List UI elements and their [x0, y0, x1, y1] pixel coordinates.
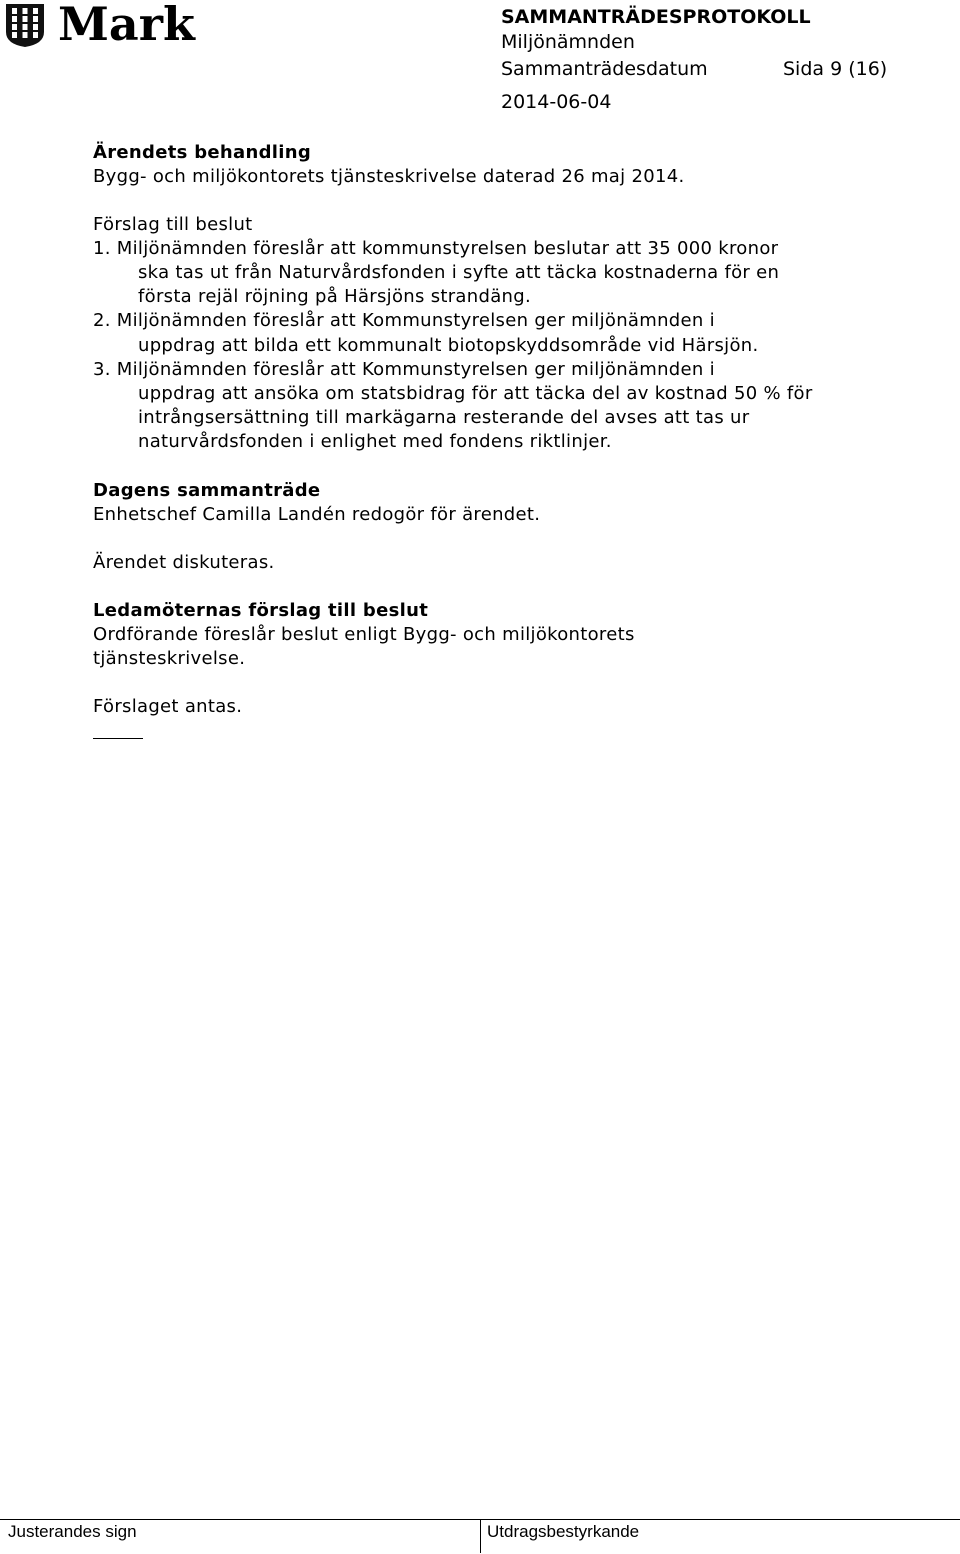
section-end-rule: [93, 738, 143, 739]
page-number: Sida 9 (16): [783, 58, 888, 80]
forslag-item-1-line-1: 1. Miljönämnden föreslår att kommunstyrelsen beslutar att 35 000 kronor: [93, 238, 779, 259]
section-heading-ledamoternas-forslag: Ledamöternas förslag till beslut: [93, 600, 429, 621]
dagens-text-2: Ärendet diskuteras.: [93, 552, 275, 573]
section-heading-arendets-behandling: Ärendets behandling: [93, 142, 311, 163]
forslag-item-3-line-1: 3. Miljönämnden föreslår att Kommunstyrelsen ger miljönämnden i: [93, 359, 715, 380]
ledamoter-line-1: Ordförande föreslår beslut enligt Bygg- och miljökontorets: [93, 624, 635, 645]
forslag-item-3-line-4: naturvårdsfonden i enlighet med fondens riktlinjer.: [138, 431, 612, 452]
dagens-text: Enhetschef Camilla Landén redogör för ärendet.: [93, 504, 541, 525]
forslag-item-3-line-3: intrångsersättning till markägarna resterande del avses att tas ur: [138, 407, 750, 428]
forslag-item-3-line-2: uppdrag att ansöka om statsbidrag för att täcka del av kostnad 50 % för: [138, 383, 813, 404]
footer-divider: [480, 1519, 481, 1553]
forslag-heading: Förslag till beslut: [93, 214, 253, 235]
footer-justerandes-sign: Justerandes sign: [8, 1522, 137, 1541]
brand-name: Mark: [58, 0, 195, 51]
forslag-item-1-line-2: ska tas ut från Naturvårdsfonden i syfte att täcka kostnaderna för en: [138, 262, 780, 283]
forslag-item-2-line-2: uppdrag att bilda ett kommunalt biotopskyddsområde vid Härsjön.: [138, 335, 759, 356]
forslag-item-2-line-1: 2. Miljönämnden föreslår att Kommunstyrelsen ger miljönämnden i: [93, 310, 715, 331]
footer-utdragsbestyrkande: Utdragsbestyrkande: [487, 1522, 640, 1541]
arendets-behandling-text: Bygg- och miljökontorets tjänsteskrivelse daterad 26 maj 2014.: [93, 166, 685, 187]
department-name: Miljönämnden: [501, 31, 635, 53]
ledamoter-line-2: tjänsteskrivelse.: [93, 648, 246, 669]
meeting-date: 2014-06-04: [501, 91, 612, 113]
meeting-date-label: Sammanträdesdatum: [501, 58, 708, 80]
forslag-item-1-line-3: första rejäl röjning på Härsjöns strandäng.: [138, 286, 531, 307]
protocol-title: SAMMANTRÄDESPROTOKOLL: [501, 6, 811, 28]
municipality-logo: [4, 2, 46, 48]
ledamoter-result: Förslaget antas.: [93, 696, 243, 717]
section-heading-dagens-sammantrade: Dagens sammanträde: [93, 480, 321, 501]
